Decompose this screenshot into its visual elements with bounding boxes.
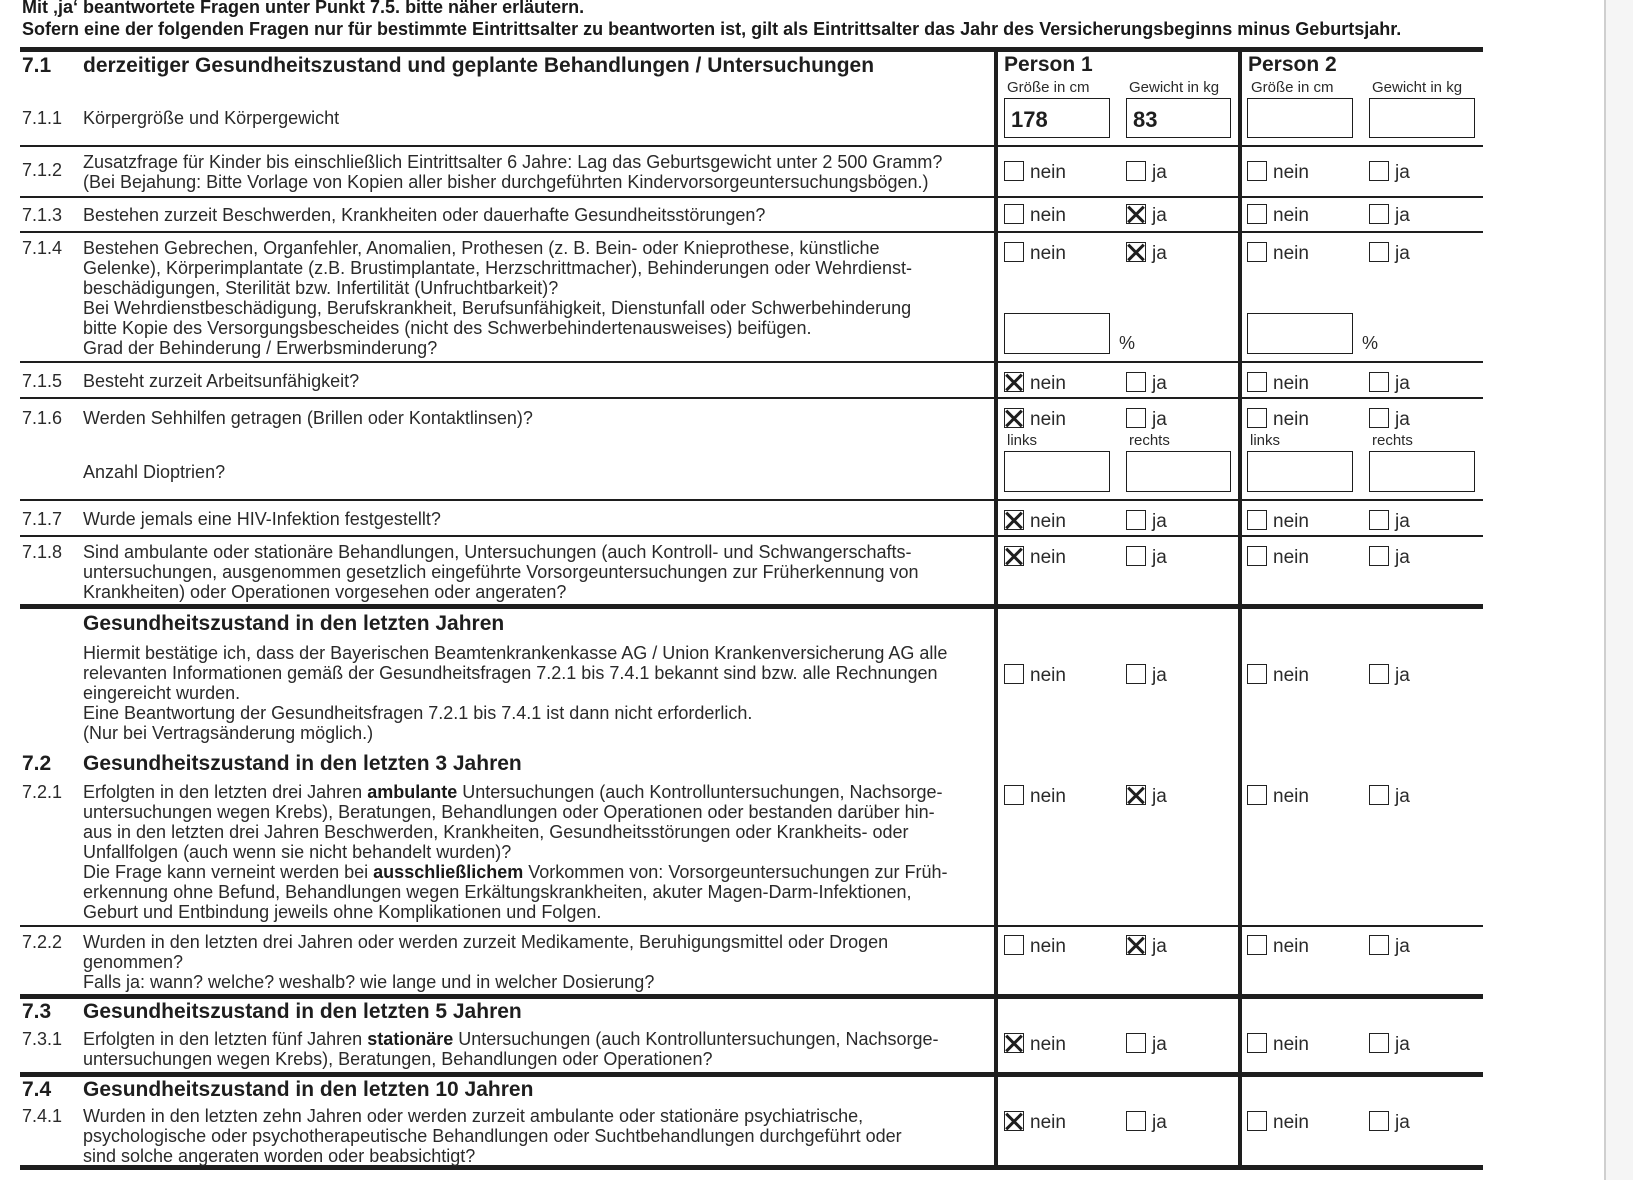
- person2-q741-ja-checkbox[interactable]: [1369, 1111, 1389, 1131]
- question-line: eingereicht wurden.: [83, 683, 241, 703]
- person1-q741-ja-checkbox[interactable]: [1126, 1111, 1146, 1131]
- nein-label: nein: [1273, 665, 1309, 686]
- question-line: untersuchungen wegen Krebs), Beratungen, Behandlungen oder Operationen?: [83, 1049, 713, 1069]
- intro-line-1: Mit ‚ja‘ beantwortete Fragen unter Punkt 7.5. bitte näher erläutern.: [22, 0, 585, 17]
- section-number: 7.2: [22, 752, 52, 775]
- column-divider-person1: [994, 50, 998, 1168]
- question-line: Sind ambulante oder stationäre Behandlungen, Untersuchungen (auch Kontroll- und Schwangerschafts-: [83, 542, 912, 562]
- nein-label: nein: [1273, 1112, 1309, 1133]
- person1-q712-ja-checkbox[interactable]: [1126, 161, 1146, 181]
- ja-label: ja: [1395, 511, 1410, 532]
- person2-q718-nein-checkbox[interactable]: [1247, 546, 1267, 566]
- rule: [20, 499, 1483, 501]
- ja-label: ja: [1152, 786, 1167, 807]
- nein-label: nein: [1030, 936, 1066, 957]
- nein-label: nein: [1030, 162, 1066, 183]
- section-title: Gesundheitszustand in den letzten 3 Jahren: [83, 752, 522, 775]
- question-text: [83, 152, 983, 192]
- person1-q7x-nein-checkbox[interactable]: [1004, 664, 1024, 684]
- person2-q721-ja-checkbox[interactable]: [1369, 785, 1389, 805]
- person2-dioptre-left-input[interactable]: [1247, 451, 1353, 492]
- nein-label: nein: [1273, 1034, 1309, 1055]
- question-number: 7.1.2: [22, 160, 63, 180]
- question-number: 7.1.8: [22, 542, 63, 562]
- person1-dioptre-right-input[interactable]: [1126, 451, 1231, 492]
- person2-q731-nein-checkbox[interactable]: [1247, 1033, 1267, 1053]
- rule-top: [20, 47, 1483, 52]
- person1-q722-ja-checkbox[interactable]: [1126, 935, 1146, 955]
- question-line: Bestehen Gebrechen, Organfehler, Anomalien, Prothesen (z. B. Bein- oder Knieprothese, künstliche: [83, 238, 880, 258]
- person2-dioptre-right-input[interactable]: [1369, 451, 1475, 492]
- question-line: Zusatzfrage für Kinder bis einschließlich Eintrittsalter 6 Jahre: Lag das Geburtsgewicht unter 2 500 Gramm?: [83, 152, 943, 172]
- section-title: derzeitiger Gesundheitszustand und geplante Behandlungen / Untersuchungen: [83, 54, 875, 77]
- ja-label: ja: [1395, 1034, 1410, 1055]
- question-line: Wurden in den letzten drei Jahren oder werden zurzeit Medikamente, Beruhigungsmittel oder Drogen: [83, 932, 889, 952]
- question-line: Unfallfolgen (auch wenn sie nicht behandelt wurden)?: [83, 842, 512, 862]
- ja-label: ja: [1152, 1034, 1167, 1055]
- question-line: beschädigungen, Sterilität bzw. Infertilität (Unfruchtbarkeit)?: [83, 278, 559, 298]
- question-text: [83, 932, 983, 992]
- ja-label: ja: [1395, 243, 1410, 264]
- nein-label: nein: [1030, 665, 1066, 686]
- ja-label: ja: [1152, 162, 1167, 183]
- person2-q718-ja-checkbox[interactable]: [1369, 546, 1389, 566]
- question-text: [83, 782, 983, 922]
- question-line: Krankheiten) oder Operationen vorgesehen oder angeraten?: [83, 582, 567, 602]
- question-line: genommen?: [83, 952, 184, 972]
- person2-q713-ja-checkbox[interactable]: [1369, 204, 1389, 224]
- question-number: 7.1.6: [22, 408, 63, 428]
- question-number: 7.1.3: [22, 205, 63, 225]
- question-number: 7.1.1: [22, 108, 63, 128]
- person2-height-label: Größe in cm: [1251, 79, 1334, 96]
- person1-q721-nein-checkbox[interactable]: [1004, 785, 1024, 805]
- question-line: aus in den letzten drei Jahren Beschwerden, Krankheiten, Gesundheitsstörungen oder Krankheits- oder: [83, 822, 909, 842]
- person2-q716-ja-checkbox[interactable]: [1369, 408, 1389, 428]
- question-line: Hiermit bestätige ich, dass der Bayerischen Beamtenkrankenkasse AG / Union Krankenversicherung AG alle: [83, 643, 948, 663]
- person1-q718-ja-checkbox[interactable]: [1126, 546, 1146, 566]
- question-text: [83, 1106, 983, 1166]
- rule: [20, 231, 1483, 233]
- person1-q731-ja-checkbox[interactable]: [1126, 1033, 1146, 1053]
- section-number: 7.4: [22, 1078, 52, 1101]
- question-line: Erfolgten in den letzten drei Jahren ambulante Untersuchungen (auch Kontrolluntersuchungen, Nachsorge-: [83, 782, 943, 802]
- person1-q722-nein-checkbox[interactable]: [1004, 935, 1024, 955]
- percent-sign: %: [1119, 333, 1136, 353]
- person1-q717-ja-checkbox[interactable]: [1126, 510, 1146, 530]
- question-line: untersuchungen, ausgenommen gesetzlich eingeführte Vorsorgeuntersuchungen zur Früherkennung von: [83, 562, 919, 582]
- nein-label: nein: [1030, 511, 1066, 532]
- nein-label: nein: [1273, 511, 1309, 532]
- rule: [20, 361, 1483, 363]
- nein-label: nein: [1273, 547, 1309, 568]
- question-line: Bei Wehrdienstbeschädigung, Berufskrankheit, Berufsunfähigkeit, Dienstunfall oder Schwerbehinderung: [83, 298, 912, 318]
- person2-q722-nein-checkbox[interactable]: [1247, 935, 1267, 955]
- person1-q716-ja-checkbox[interactable]: [1126, 408, 1146, 428]
- person2-q722-ja-checkbox[interactable]: [1369, 935, 1389, 955]
- question-text: [83, 1029, 983, 1069]
- nein-label: nein: [1273, 205, 1309, 226]
- person1-q714-ja-checkbox[interactable]: [1126, 242, 1146, 262]
- rule: [20, 397, 1483, 399]
- person2-q713-nein-checkbox[interactable]: [1247, 204, 1267, 224]
- question-line: Wurden in den letzten zehn Jahren oder werden zurzeit ambulante oder stationäre psychiatrische,: [83, 1106, 864, 1126]
- nein-label: nein: [1273, 243, 1309, 264]
- question-number: 7.1.7: [22, 509, 63, 529]
- column-divider-person2: [1238, 50, 1242, 1168]
- question-text: Bestehen zurzeit Beschwerden, Krankheiten oder dauerhafte Gesundheitsstörungen?: [83, 205, 766, 225]
- label-rechts: rechts: [1129, 432, 1170, 449]
- question-number: 7.4.1: [22, 1106, 63, 1126]
- nein-label: nein: [1273, 936, 1309, 957]
- question-number: 7.1.4: [22, 238, 63, 258]
- question-line: (Bei Bejahung: Bitte Vorlage von Kopien aller bisher durchgeführten Kindervorsorgeuntersuchungsbögen.): [83, 172, 929, 192]
- section-title: Gesundheitszustand in den letzten Jahren: [83, 612, 505, 635]
- ja-label: ja: [1395, 162, 1410, 183]
- nein-label: nein: [1273, 409, 1309, 430]
- person2-q721-nein-checkbox[interactable]: [1247, 785, 1267, 805]
- rule-thick: [20, 994, 1483, 999]
- person2-q714-ja-checkbox[interactable]: [1369, 242, 1389, 262]
- person1-q715-ja-checkbox[interactable]: [1126, 372, 1146, 392]
- section-number: 7.1: [22, 54, 52, 77]
- ja-label: ja: [1152, 205, 1167, 226]
- person2-q712-ja-checkbox[interactable]: [1369, 161, 1389, 181]
- question-line: (Nur bei Vertragsänderung möglich.): [83, 723, 374, 743]
- ja-label: ja: [1395, 786, 1410, 807]
- person1-q718-nein-checkbox[interactable]: [1004, 546, 1024, 566]
- person1-q712-nein-checkbox[interactable]: [1004, 161, 1024, 181]
- emphasis: stationäre: [367, 1029, 454, 1049]
- rule: [20, 196, 1483, 198]
- rule: [20, 535, 1483, 537]
- ja-label: ja: [1395, 936, 1410, 957]
- person1-q7x-ja-checkbox[interactable]: [1126, 664, 1146, 684]
- percent-sign: %: [1362, 333, 1379, 353]
- person2-q7x-ja-checkbox[interactable]: [1369, 664, 1389, 684]
- question-text: Wurde jemals eine HIV-Infektion festgestellt?: [83, 509, 441, 529]
- ja-label: ja: [1152, 409, 1167, 430]
- section-title: Gesundheitszustand in den letzten 5 Jahren: [83, 1000, 522, 1023]
- person1-height-label: Größe in cm: [1007, 79, 1090, 96]
- ja-label: ja: [1152, 1112, 1167, 1133]
- nein-label: nein: [1030, 373, 1066, 394]
- person1-disability-percent-input[interactable]: [1004, 313, 1110, 354]
- person2-q7x-nein-checkbox[interactable]: [1247, 664, 1267, 684]
- ja-label: ja: [1395, 409, 1410, 430]
- person2-q715-ja-checkbox[interactable]: [1369, 372, 1389, 392]
- ja-label: ja: [1395, 665, 1410, 686]
- person2-q717-ja-checkbox[interactable]: [1369, 510, 1389, 530]
- person1-q717-nein-checkbox[interactable]: [1004, 510, 1024, 530]
- question-line: Geburt und Entbindung jeweils ohne Komplikationen und Folgen.: [83, 902, 602, 922]
- nein-label: nein: [1273, 373, 1309, 394]
- scrollbar-track[interactable]: [1604, 0, 1633, 1180]
- rule-thick: [20, 604, 1483, 609]
- question-line: bitte Kopie des Versorgungsbescheides (nicht des Schwerbehindertenausweises) beifügen.: [83, 318, 812, 338]
- label-links: links: [1007, 432, 1038, 449]
- ja-label: ja: [1395, 205, 1410, 226]
- person1-q715-nein-checkbox[interactable]: [1004, 372, 1024, 392]
- emphasis: ambulante: [367, 782, 458, 802]
- label-rechts: rechts: [1372, 432, 1413, 449]
- question-text: Werden Sehhilfen getragen (Brillen oder Kontaktlinsen)?: [83, 408, 533, 428]
- question-number: 7.2.2: [22, 932, 63, 952]
- person1-height-input[interactable]: 178: [1004, 98, 1110, 138]
- nein-label: nein: [1273, 786, 1309, 807]
- question-number: 7.2.1: [22, 782, 63, 802]
- nein-label: nein: [1030, 1112, 1066, 1133]
- nein-label: nein: [1030, 1034, 1066, 1055]
- question-line: Eine Beantwortung der Gesundheitsfragen 7.2.1 bis 7.4.1 ist dann nicht erforderlich.: [83, 703, 753, 723]
- person2-q712-nein-checkbox[interactable]: [1247, 161, 1267, 181]
- person2-q716-nein-checkbox[interactable]: [1247, 408, 1267, 428]
- ja-label: ja: [1152, 373, 1167, 394]
- person2-weight-input[interactable]: [1369, 98, 1475, 138]
- ja-label: ja: [1152, 243, 1167, 264]
- nein-label: nein: [1273, 162, 1309, 183]
- person1-q741-nein-checkbox[interactable]: [1004, 1111, 1024, 1131]
- question-line: Grad der Behinderung / Erwerbsminderung?: [83, 338, 438, 358]
- person1-title: Person 1: [1004, 53, 1093, 76]
- question-number: 7.1.5: [22, 371, 63, 391]
- person2-q717-nein-checkbox[interactable]: [1247, 510, 1267, 530]
- question-line: untersuchungen wegen Krebs), Beratungen, Behandlungen oder Operationen oder bestanden darüber hin-: [83, 802, 935, 822]
- section-title: Gesundheitszustand in den letzten 10 Jahren: [83, 1078, 534, 1101]
- person2-q731-ja-checkbox[interactable]: [1369, 1033, 1389, 1053]
- ja-label: ja: [1395, 373, 1410, 394]
- person1-q721-ja-checkbox[interactable]: [1126, 785, 1146, 805]
- emphasis: ausschließlichem: [373, 862, 524, 882]
- question-text: [83, 542, 983, 602]
- nein-label: nein: [1030, 243, 1066, 264]
- person1-q731-nein-checkbox[interactable]: [1004, 1033, 1024, 1053]
- question-line: Gelenke), Körperimplantate (z.B. Brustimplantate, Herzschrittmacher), Behinderungen oder Wehrdienst-: [83, 258, 913, 278]
- rule-thick: [20, 1072, 1483, 1077]
- person2-q715-nein-checkbox[interactable]: [1247, 372, 1267, 392]
- person2-disability-percent-input[interactable]: [1247, 313, 1353, 354]
- person2-height-input[interactable]: [1247, 98, 1353, 138]
- person2-q714-nein-checkbox[interactable]: [1247, 242, 1267, 262]
- rule: [20, 925, 1483, 927]
- ja-label: ja: [1152, 665, 1167, 686]
- question-text: Besteht zurzeit Arbeitsunfähigkeit?: [83, 371, 360, 391]
- nein-label: nein: [1030, 786, 1066, 807]
- question-line: relevanten Informationen gemäß der Gesundheitsfragen 7.2.1 bis 7.4.1 bekannt sind bzw. alle Rechnungen: [83, 663, 938, 683]
- person1-q713-nein-checkbox[interactable]: [1004, 204, 1024, 224]
- person1-q713-ja-checkbox[interactable]: [1126, 204, 1146, 224]
- person2-q741-nein-checkbox[interactable]: [1247, 1111, 1267, 1131]
- question-text: [83, 643, 983, 743]
- question-number: 7.3.1: [22, 1029, 63, 1049]
- nein-label: nein: [1030, 205, 1066, 226]
- ja-label: ja: [1395, 1112, 1410, 1133]
- question-line: psychologische oder psychotherapeutische Behandlungen oder Suchtbehandlungen durchgeführt oder: [83, 1126, 902, 1146]
- rule: [20, 145, 1483, 147]
- ja-label: ja: [1395, 547, 1410, 568]
- person1-dioptre-left-input[interactable]: [1004, 451, 1110, 492]
- person2-weight-label: Gewicht in kg: [1372, 79, 1463, 96]
- ja-label: ja: [1152, 511, 1167, 532]
- person1-weight-label: Gewicht in kg: [1129, 79, 1220, 96]
- question-line: Erfolgten in den letzten fünf Jahren stationäre Untersuchungen (auch Kontrolluntersuchungen, Nachsorge-: [83, 1029, 939, 1049]
- question-line: erkennung ohne Befund, Behandlungen wegen Erkältungskrankheiten, akuter Magen-Darm-Infektionen,: [83, 882, 912, 902]
- ja-label: ja: [1152, 547, 1167, 568]
- question-subtext: Anzahl Dioptrien?: [83, 462, 226, 482]
- question-line: sind solche angeraten worden oder beabsichtigt?: [83, 1146, 476, 1166]
- person1-q716-nein-checkbox[interactable]: [1004, 408, 1024, 428]
- section-number: 7.3: [22, 1000, 52, 1023]
- intro-line-2: Sofern eine der folgenden Fragen nur für bestimmte Eintrittsalter zu beantworten ist, gilt als Eintrittsalter das Jahr des Versicherungsbeginns minus Geburtsjahr.: [22, 19, 1402, 39]
- question-line: Falls ja: wann? welche? weshalb? wie lange und in welcher Dosierung?: [83, 972, 655, 992]
- ja-label: ja: [1152, 936, 1167, 957]
- person2-title: Person 2: [1248, 53, 1337, 76]
- question-text: [83, 238, 983, 358]
- label-links: links: [1250, 432, 1281, 449]
- nein-label: nein: [1030, 547, 1066, 568]
- person1-q714-nein-checkbox[interactable]: [1004, 242, 1024, 262]
- nein-label: nein: [1030, 409, 1066, 430]
- question-text: Körpergröße und Körpergewicht: [83, 108, 340, 128]
- person1-weight-input[interactable]: 83: [1126, 98, 1231, 138]
- question-line: Die Frage kann verneint werden bei ausschließlichem Vorkommen von: Vorsorgeuntersuchungen zur Früh-: [83, 862, 948, 882]
